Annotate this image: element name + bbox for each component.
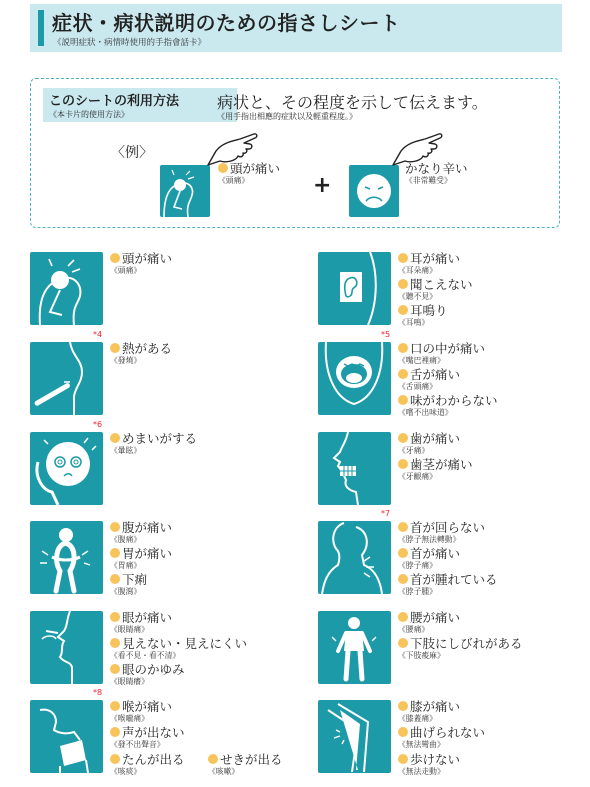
symptom-translation: 《脖子無法轉動》	[398, 535, 461, 544]
symptom-entry	[398, 521, 485, 545]
usage-label-translation: 《本卡片的使用方法》	[49, 110, 129, 119]
bullet-dot	[208, 754, 218, 764]
symptom-knee-tile	[318, 700, 391, 773]
symptom-translation: 《無法彎曲》	[398, 740, 445, 749]
symptom-translation: 《咳痰》	[110, 767, 142, 776]
symptom-label: 曲げられない	[410, 725, 486, 740]
example2-label: かなり辛い	[405, 161, 468, 176]
symptom-translation: 《聽不見》	[398, 292, 437, 301]
symptom-label: 熱がある	[122, 341, 173, 356]
symptom-translation: 《眼睛癢》	[110, 677, 149, 686]
symptom-eye-tile	[30, 611, 103, 684]
bullet-dot	[110, 343, 120, 353]
symptom-entry	[398, 547, 460, 571]
example2-translation: 《非常難受》	[405, 176, 452, 185]
symptom-translation: 《腹瀉》	[110, 587, 142, 596]
symptom-translation: 《牙齦痛》	[398, 472, 437, 481]
usage-description-translation: 《用手指出相應的症狀以及輕重程度。》	[217, 112, 357, 121]
footnote-marker: *5	[381, 330, 391, 339]
symptom-entry	[398, 726, 485, 750]
symptom-entry	[110, 252, 172, 276]
symptom-entry	[110, 573, 147, 597]
bullet-dot	[398, 727, 408, 737]
symptom-label: たんが出る	[122, 752, 185, 767]
symptom-label: 声が出ない	[122, 725, 185, 740]
symptom-entry	[398, 432, 460, 456]
example-headache-tile	[160, 165, 210, 217]
usage-instructions-box	[30, 78, 560, 228]
footnote-marker: *6	[93, 420, 103, 429]
stomach-ache-icon	[30, 521, 103, 594]
symptom-translation: 《胃痛》	[110, 561, 142, 570]
thermometer-icon	[30, 342, 103, 415]
bullet-dot	[398, 574, 408, 584]
bullet-dot	[218, 163, 228, 173]
symptom-label: 聞こえない	[410, 277, 473, 292]
symptom-label: 歯が痛い	[410, 431, 461, 446]
footnote-marker: *4	[93, 330, 103, 339]
symptom-translation: 《看不見・看不清》	[110, 651, 181, 660]
symptom-entry	[398, 304, 448, 328]
bullet-dot	[110, 253, 120, 263]
bullet-dot	[398, 279, 408, 289]
symptom-label: 首が腫れている	[410, 572, 498, 587]
page-title: 症状・病状説明のための指さしシート	[52, 11, 401, 35]
symptom-entry	[110, 663, 185, 687]
symptom-entry	[110, 611, 172, 635]
bullet-dot	[398, 433, 408, 443]
symptom-label: 喉が痛い	[122, 699, 173, 714]
symptom-translation: 《脖子痛》	[398, 561, 437, 570]
symptom-entry	[398, 753, 460, 777]
symptom-entry	[398, 458, 473, 482]
symptom-translation: 《眼睛痛》	[110, 625, 149, 634]
knee-icon	[318, 700, 391, 773]
bullet-dot	[110, 754, 120, 764]
symptom-translation: 《無法走動》	[398, 767, 445, 776]
symptom-label: 口の中が痛い	[410, 341, 486, 356]
symptom-translation: 《嘴巴裡痛》	[398, 356, 445, 365]
dizzy-face-icon	[30, 432, 103, 505]
bullet-dot	[110, 548, 120, 558]
symptom-label: 耳が痛い	[410, 251, 461, 266]
bullet-dot	[398, 612, 408, 622]
bullet-dot	[398, 343, 408, 353]
usage-label-box	[43, 88, 237, 122]
symptom-neck-tile	[318, 521, 391, 594]
symptom-label: 首が回らない	[410, 520, 486, 535]
bullet-dot	[398, 395, 408, 405]
symptom-label: せきが出る	[220, 752, 283, 767]
symptom-throat-tile	[30, 700, 103, 773]
example1-translation: 《頭痛》	[218, 176, 250, 185]
bullet-dot	[110, 574, 120, 584]
symptom-entry	[110, 547, 172, 571]
bullet-dot	[398, 638, 408, 648]
bullet-dot	[398, 701, 408, 711]
symptom-label: 眼が痛い	[122, 610, 173, 625]
symptom-stomach-tile	[30, 521, 103, 594]
symptom-label: 耳鳴り	[410, 303, 448, 318]
symptom-fever-tile	[30, 342, 103, 415]
symptom-entry	[208, 753, 283, 777]
symptom-translation: 《喉嚨痛》	[110, 714, 149, 723]
example-suffering-tile	[349, 165, 399, 217]
symptom-teeth-tile	[318, 432, 391, 505]
symptom-entry	[110, 432, 197, 456]
example1-label: 頭が痛い	[230, 161, 281, 176]
symptom-dizzy-tile	[30, 432, 103, 505]
bullet-dot	[110, 727, 120, 737]
symptom-head-tile	[30, 252, 103, 325]
symptom-translation: 《下肢痠麻》	[398, 651, 445, 660]
example-label: 〈例〉	[111, 145, 153, 161]
bullet-dot	[110, 433, 120, 443]
symptom-label: 腹が痛い	[122, 520, 173, 535]
symptom-label: 腰が痛い	[410, 610, 461, 625]
bullet-dot	[398, 548, 408, 558]
symptom-label: 舌が痛い	[410, 367, 461, 382]
headache-icon	[30, 252, 103, 325]
symptom-translation: 《牙痛》	[398, 446, 430, 455]
open-mouth-icon	[318, 342, 391, 415]
bullet-dot	[398, 305, 408, 315]
symptom-translation: 《腹痛》	[110, 535, 142, 544]
symptom-entry	[398, 611, 460, 635]
symptom-label: 下肢にしびれがある	[410, 636, 523, 651]
page-header	[30, 4, 562, 52]
bullet-dot	[398, 522, 408, 532]
bullet-dot	[398, 253, 408, 263]
symptom-ear-tile	[318, 252, 391, 325]
bullet-dot	[110, 612, 120, 622]
symptom-label: 頭が痛い	[122, 251, 173, 266]
symptom-translation: 《腰痛》	[398, 625, 430, 634]
throat-icon	[30, 700, 103, 773]
bullet-dot	[110, 522, 120, 532]
example-suffering-entry	[405, 162, 468, 186]
plus-sign: +	[313, 173, 332, 198]
sad-face-icon	[349, 165, 399, 217]
symptom-translation: 《脖子腫》	[398, 587, 437, 596]
teeth-icon	[318, 432, 391, 505]
footnote-marker: *7	[381, 509, 391, 518]
example-headache-entry	[218, 162, 280, 186]
bullet-dot	[110, 638, 120, 648]
symptom-label: 膝が痛い	[410, 699, 461, 714]
symptom-label: 見えない・見えにくい	[122, 636, 248, 651]
symptom-back-tile	[318, 611, 391, 684]
symptom-entry	[398, 573, 498, 597]
symptom-translation: 《發不出聲音》	[110, 740, 165, 749]
symptom-label: 歯茎が痛い	[410, 457, 473, 472]
bullet-dot	[110, 664, 120, 674]
symptom-label: めまいがする	[122, 431, 198, 446]
symptom-entry	[398, 700, 460, 724]
footnote-marker: *8	[93, 688, 103, 697]
bullet-dot	[398, 754, 408, 764]
symptom-translation: 《舌頭痛》	[398, 382, 437, 391]
bullet-dot	[110, 701, 120, 711]
symptom-entry	[110, 521, 172, 545]
symptom-entry	[110, 753, 185, 777]
bullet-dot	[398, 369, 408, 379]
symptom-label: 胃が痛い	[122, 546, 173, 561]
symptom-label: 首が痛い	[410, 546, 461, 561]
symptom-label: 下痢	[122, 572, 148, 587]
page-subtitle: 《説明症狀・病情時使用的手指會話卡》	[53, 38, 207, 48]
symptom-entry	[398, 278, 473, 302]
symptom-translation: 《耳鳴》	[398, 318, 430, 327]
lower-back-icon	[318, 611, 391, 684]
symptom-translation: 《耳朵痛》	[398, 266, 437, 275]
symptom-entry	[110, 700, 172, 724]
neck-pain-icon	[318, 521, 391, 594]
header-accent-bar	[38, 10, 44, 46]
headache-icon	[160, 165, 210, 217]
symptom-translation: 《咳嗽》	[208, 767, 240, 776]
ear-icon	[318, 252, 391, 325]
symptom-translation: 《膝蓋痛》	[398, 714, 437, 723]
symptom-translation: 《發燒》	[110, 356, 142, 365]
symptom-entry	[398, 342, 485, 366]
symptom-mouth-tile	[318, 342, 391, 415]
symptom-entry	[110, 637, 247, 661]
symptom-entry	[398, 637, 523, 661]
symptom-translation: 《嚐不出味道》	[398, 408, 453, 417]
symptom-entry	[110, 726, 185, 750]
usage-description: 病状と、その程度を示して伝えます。	[217, 93, 488, 112]
symptom-translation: 《暈眩》	[110, 446, 142, 455]
symptom-translation: 《頭痛》	[110, 266, 142, 275]
symptom-label: 眼のかゆみ	[122, 662, 185, 677]
symptom-label: 歩けない	[410, 752, 461, 767]
symptom-entry	[398, 252, 460, 276]
bullet-dot	[398, 459, 408, 469]
symptom-entry	[398, 368, 460, 392]
eye-icon	[30, 611, 103, 684]
symptom-entry	[398, 394, 498, 418]
usage-label: このシートの利用方法	[49, 94, 180, 109]
symptom-entry	[110, 342, 172, 366]
symptom-label: 味がわからない	[410, 393, 498, 408]
